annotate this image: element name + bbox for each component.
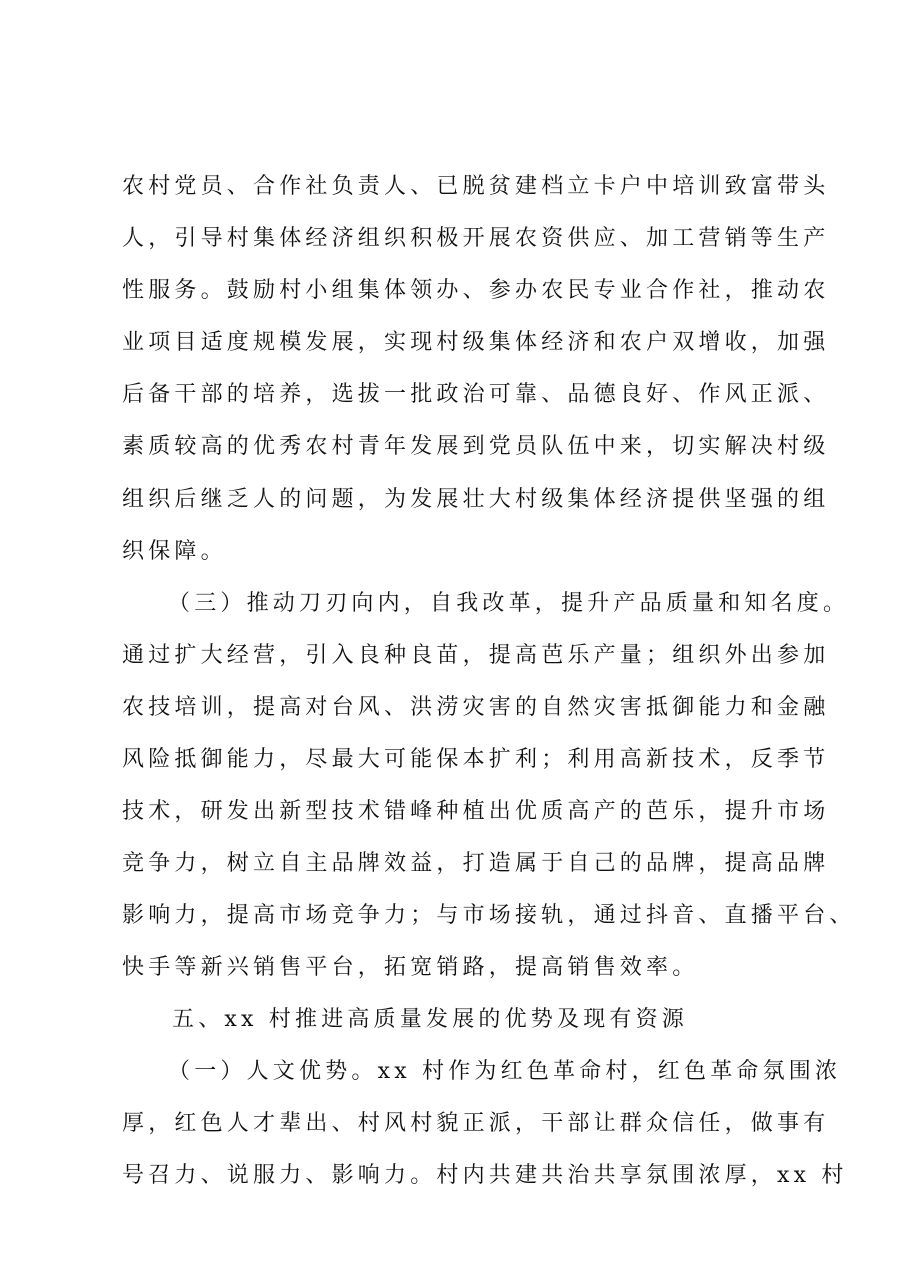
paragraph-line: 影响力，提高市场竞争力；与市场接轨，通过抖音、直播平台、 xyxy=(122,903,856,928)
subsection-heading-one: （一）人文优势。xx 村作为红色革命村，红色革命氛围浓 xyxy=(168,1059,842,1084)
paragraph-line: 号召力、说服力、影响力。村内共建共治共享氛围浓厚，xx 村 xyxy=(122,1163,848,1188)
section-title-five: 五、xx 村推进高质量发展的优势及现有资源 xyxy=(172,1007,689,1032)
paragraph-line: 人，引导村集体经济组织积极开展农资供应、加工营销等生产 xyxy=(122,226,830,251)
paragraph-line: 风险抵御能力，尽最大可能保本扩利；利用高新技术，反季节 xyxy=(122,747,830,772)
paragraph-line: 后备干部的培养，选拔一批政治可靠、品德良好、作风正派、 xyxy=(122,382,830,407)
paragraph-line: 农村党员、合作社负责人、已脱贫建档立卡户中培训致富带头 xyxy=(122,174,830,199)
paragraph-line: 业项目适度规模发展，实现村级集体经济和农户双增收，加强 xyxy=(122,330,830,355)
section-heading-three: （三）推动刀刃向内，自我改革，提升产品质量和知名度。 xyxy=(168,591,850,616)
paragraph-line: 快手等新兴销售平台，拓宽销路，提高销售效率。 xyxy=(122,955,699,980)
paragraph-line: 组织后继乏人的问题，为发展壮大村级集体经济提供坚强的组 xyxy=(122,487,830,512)
paragraph-line: 厚，红色人才辈出、村风村貌正派，干部让群众信任，做事有 xyxy=(122,1111,830,1136)
paragraph-line: 通过扩大经营，引入良种良苗，提高芭乐产量；组织外出参加 xyxy=(122,643,830,668)
paragraph-line: 技术，研发出新型技术错峰种植出优质高产的芭乐，提升市场 xyxy=(122,799,830,824)
paragraph-line: 素质较高的优秀农村青年发展到党员队伍中来，切实解决村级 xyxy=(122,434,830,459)
paragraph-line: 性服务。鼓励村小组集体领办、参办农民专业合作社，推动农 xyxy=(122,278,830,303)
paragraph-line: 农技培训，提高对台风、洪涝灾害的自然灾害抵御能力和金融 xyxy=(122,695,830,720)
paragraph-line: 织保障。 xyxy=(122,539,227,564)
paragraph-line: 竞争力，树立自主品牌效益，打造属于自己的品牌，提高品牌 xyxy=(122,851,830,876)
